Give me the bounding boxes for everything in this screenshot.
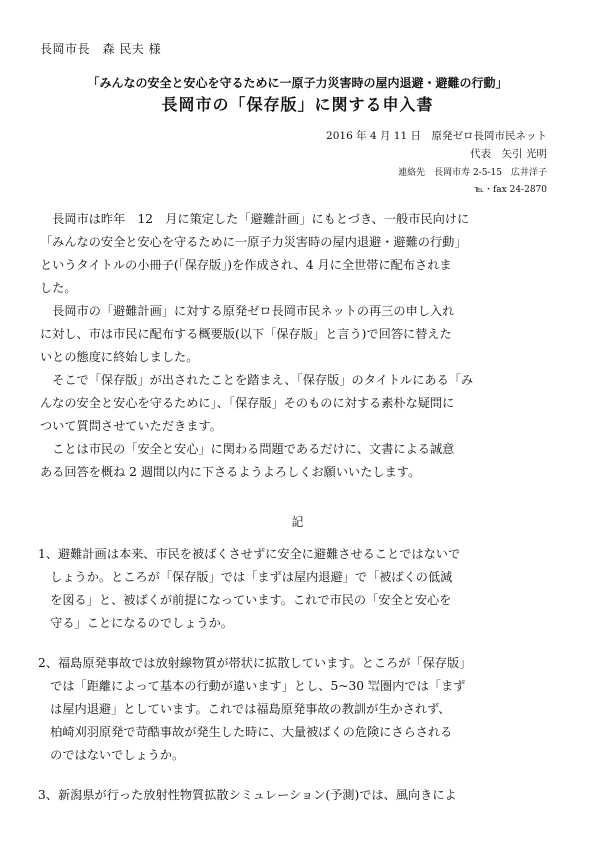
body-line: というタイトルの小冊子(「保存版」)を作成され、4 月に全世帯に配布されま: [40, 258, 452, 272]
list-item: [38, 545, 563, 637]
body-line: 長岡市の「避難計画」に対する原発ゼロ長岡市民ネットの再三の申し入れ: [40, 304, 455, 318]
sender-contact: 連絡先 長岡市寿 2-5-15 広井洋子: [398, 168, 547, 178]
body-line: んなの安全と安心を守るために」、「保存版」そのものに対する素朴な疑問に: [40, 396, 455, 410]
document-subtitle: 「みんなの安全と安心を守るために一原子力災害時の屋内退避・避難の行動」: [87, 76, 508, 90]
sender-tel-fax: ℡・fax 24-2870: [474, 185, 547, 195]
body-text: [40, 210, 560, 479]
item-line: のではないでしょうか。: [38, 748, 185, 762]
body-line: 長岡市は昨年 12 月に策定した「避難計画」にもとづき、一般市民向けに: [40, 212, 470, 226]
body-line: 「みんなの安全と安心を守るために一原子力災害時の屋内退避・避難の行動」: [40, 235, 467, 249]
list-item: [38, 786, 563, 809]
body-line: ある回答を概ね 2 週間以内に下さるようよろしくお願いいたします。: [40, 465, 421, 479]
document-title: 長岡市の「保存版」に関する申入書: [161, 95, 434, 114]
body-line: ついて質問させていただきます。: [40, 419, 222, 433]
body-line: した。: [40, 281, 77, 295]
item-line: では「距離によって基本の行動が違います」とし、5~30 ㌖圏内では「まず: [38, 679, 466, 693]
body-line: ことは市民の「安全と安心」に関わる問題であるだけに、文書による誠意: [40, 442, 455, 456]
item-line: 柏崎刈羽原発で苛酷事故が発生した時に、大量被ばくの危険にさらされる: [38, 725, 453, 739]
list-item: [38, 654, 563, 769]
body-line: に対し、市は市民に配布する概要版(以下「保存版」と言う)で回答に替えた: [40, 327, 452, 341]
addressee: 長岡市長 森 民夫 様: [40, 42, 162, 56]
item-line: 1、避難計画は本来、市民を被ばくさせずに安全に避難させることではないで: [38, 547, 461, 561]
item-line: 3、新潟県が行った放射性物質拡散シミュレーション(予測)では、風向きによ: [38, 788, 457, 802]
item-line: しょうか。ところが「保存版」では「まずは屋内退避」で「被ばくの低減: [38, 570, 453, 584]
item-line: 守る」ことになるのでしょうか。: [38, 616, 233, 630]
item-line: 2、福島原発事故では放射線物質が帯状に拡散しています。ところが「保存版」: [38, 656, 472, 670]
body-line: いとの態度に終始しました。: [40, 350, 199, 364]
sender-date-organization: 2016 年 4 月 11 日 原発ゼロ長岡市民ネット: [326, 130, 547, 142]
ki-marker: 記: [291, 515, 304, 529]
body-line: そこで「保存版」が出されたことを踏まえ、「保存版」のタイトルにある「み: [40, 373, 474, 387]
item-line: を図る」と、被ばくが前提になっています。これで市民の「安全と安心を: [38, 593, 452, 607]
item-line: は屋内退避」としています。これでは福島原発事故の教訓が生かされず、: [38, 702, 451, 716]
sender-representative: 代表 矢引 光明: [470, 148, 547, 160]
